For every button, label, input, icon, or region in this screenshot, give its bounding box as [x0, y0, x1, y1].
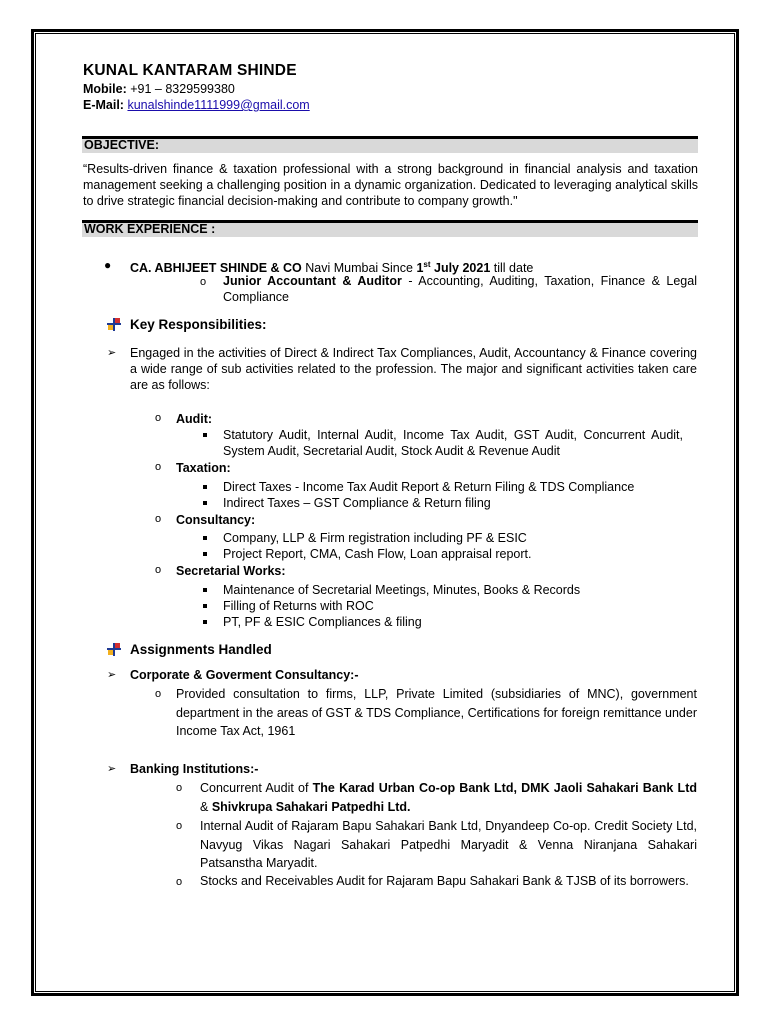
consultancy-item: Project Report, CMA, Cash Flow, Loan appraisal report.: [223, 547, 532, 561]
objective-text: “Results-driven finance & taxation professional with a strong background in financial analysis and taxation management seeking a challenging position in a dynamic organization. Dedicated to leveraging analytical skills to drive strategic financial decision-making and contribute to company growth.": [83, 162, 698, 208]
circle-bullet-icon: o: [200, 276, 207, 288]
circle-bullet-icon: o: [155, 688, 162, 700]
email-link[interactable]: kunalshinde1111999@gmail.com: [127, 98, 310, 112]
mobile-label: Mobile:: [83, 82, 127, 96]
email-label: E-Mail:: [83, 98, 124, 112]
audit-item: Statutory Audit, Internal Audit, Income Tax Audit, GST Audit, Concurrent Audit, System Audit, Secretarial Audit, Stock Audit & Revenue Audit: [223, 428, 683, 458]
corporate-text: Provided consultation to firms, LLP, Private Limited (subsidiaries of MNC), government department in the areas of GST & TDS Compliance, Certifications for foreign remittance under Income Tax Act, 1961: [176, 687, 697, 738]
employer-location: Navi Mumbai Since: [305, 261, 413, 276]
employer-name: CA. ABHIJEET SHINDE & CO: [130, 261, 302, 276]
mobile-line: [83, 82, 235, 96]
banking-title: Banking Institutions:-: [130, 762, 259, 776]
start-date: 1st July 2021: [416, 260, 491, 276]
objective-heading: OBJECTIVE:: [82, 136, 698, 153]
group-title-consultancy: Consultancy:: [176, 513, 256, 527]
flag-icon: [107, 318, 121, 331]
circle-bullet-icon: o: [176, 876, 183, 888]
square-bullet-icon: [203, 485, 207, 489]
assignments-heading: Assignments Handled: [130, 642, 272, 657]
circle-bullet-icon: o: [155, 412, 162, 424]
square-bullet-icon: [203, 536, 207, 540]
secretarial-item: Maintenance of Secretarial Meetings, Minutes, Books & Records: [223, 583, 581, 597]
consultancy-item: Company, LLP & Firm registration including PF & ESIC: [223, 531, 527, 545]
square-bullet-icon: [203, 588, 207, 592]
taxation-item: Direct Taxes - Income Tax Audit Report & Return Filing & TDS Compliance: [223, 480, 635, 494]
circle-bullet-icon: o: [155, 513, 162, 525]
arrow-icon: ➢: [107, 763, 117, 775]
taxation-item: Indirect Taxes – GST Compliance & Return filing: [223, 496, 491, 510]
square-bullet-icon: [203, 604, 207, 608]
secretarial-item: Filling of Returns with ROC: [223, 599, 374, 613]
arrow-icon: ➢: [107, 669, 117, 681]
bank-item-1: Concurrent Audit of The Karad Urban Co-op Bank Ltd, DMK Jaoli Sahakari Bank Ltd & Shivkrupa Sahakari Patpedhi Ltd.: [200, 781, 697, 814]
till-date: till date: [493, 261, 534, 276]
corporate-title: Corporate & Goverment Consultancy:-: [130, 668, 359, 682]
circle-bullet-icon: o: [176, 820, 183, 832]
bank-item-2: Internal Audit of Rajaram Bapu Sahakari Bank Ltd, Dnyandeep Co-op. Credit Society Ltd, Navyug Vikas Nagari Sahakari Patpedhi Maryadit & Venna Niranjana Sahakari Patsanstha Maryadit.: [200, 819, 697, 870]
work-experience-heading: WORK EXPERIENCE :: [82, 220, 698, 237]
circle-bullet-icon: o: [176, 782, 183, 794]
square-bullet-icon: [203, 501, 207, 505]
key-responsibilities-heading: Key Responsibilities:: [130, 317, 267, 332]
role-description: - Accounting, Auditing, Taxation, Finance & Legal Compliance: [223, 274, 697, 304]
circle-bullet-icon: o: [155, 564, 162, 576]
role-title: Junior Accountant & Auditor: [223, 274, 402, 288]
group-title-audit: Audit:: [176, 412, 213, 426]
flag-icon: [107, 643, 121, 656]
group-title-taxation: Taxation:: [176, 461, 231, 475]
candidate-name: KUNAL KANTARAM SHINDE: [83, 62, 297, 79]
square-bullet-icon: [203, 433, 207, 437]
role-line: [223, 273, 697, 305]
square-bullet-icon: [203, 620, 207, 624]
mobile-number: +91 – 8329599380: [130, 82, 235, 96]
square-bullet-icon: [203, 552, 207, 556]
responsibilities-intro: Engaged in the activities of Direct & Indirect Tax Compliances, Audit, Accountancy & Finance covering a wide range of sub activities related to the profession. The major and significant activities taken care are as follows:: [130, 346, 697, 392]
circle-bullet-icon: o: [155, 461, 162, 473]
bank-item-3: Stocks and Receivables Audit for Rajaram Bapu Sahakari Bank & TJSB of its borrowers.: [200, 874, 689, 888]
bullet-icon: ●: [104, 258, 112, 272]
secretarial-item: PT, PF & ESIC Compliances & filing: [223, 615, 422, 629]
arrow-icon: ➢: [107, 347, 117, 359]
email-line: [83, 98, 310, 112]
group-title-secretarial: Secretarial Works:: [176, 564, 286, 578]
